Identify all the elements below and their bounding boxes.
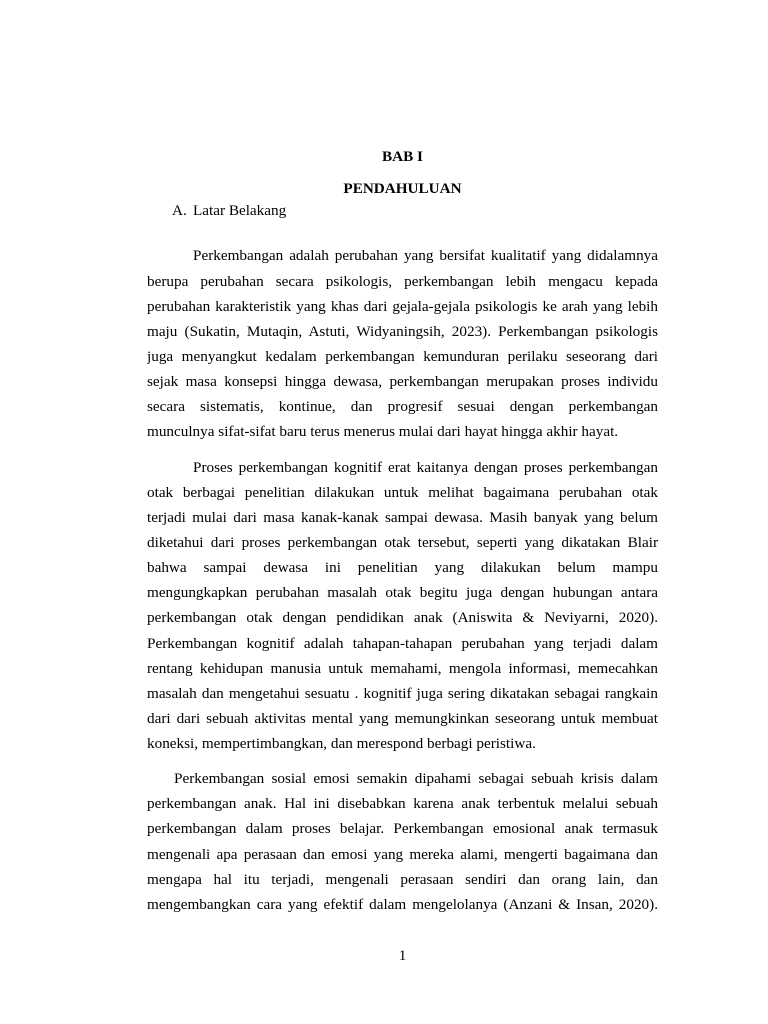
paragraph-3 (147, 766, 658, 917)
text-line: Perkembangan sosial emosi semakin dipahami sebagai sebuah krisis dalam (174, 770, 658, 788)
text-line: rentang kehidupan manusia untuk memahami, mengola informasi, memecahkan (147, 659, 658, 677)
text-line: juga menyangkut kedalam perkembangan kemunduran perilaku seseorang dari (147, 347, 658, 365)
text-line: perubahan karakteristik yang khas dari gejala-gejala psikologis ke arah yang lebih (147, 297, 658, 315)
text-line: Perkembangan kognitif adalah tahapan-tahapan perubahan yang terjadi dalam (147, 634, 658, 652)
page-number: 1 (398, 947, 407, 964)
text-line: perkembangan anak. Hal ini disebabkan karena anak terbentuk melalui sebuah (147, 795, 658, 813)
section-heading (0, 201, 768, 221)
paragraph-2 (147, 455, 658, 757)
body-text (147, 243, 658, 927)
text-line: diketahui dari proses perkembangan otak tersebut, seperti yang dikatakan Blair (147, 533, 658, 551)
text-line: secara sistematis, kontinue, dan progresif sesuai dengan perkembangan (147, 398, 658, 416)
text-line: Proses perkembangan kognitif erat kaitanya dengan proses perkembangan (193, 458, 658, 476)
text-line: mengapa hal itu terjadi, mengenali perasaan sendiri dan orang lain, dan (147, 870, 658, 888)
text-line: koneksi, mempertimbangkan, dan merespond berbagi peristiwa. (147, 735, 536, 753)
text-line: Perkembangan adalah perubahan yang bersifat kualitatif yang didalamnya (193, 247, 658, 265)
text-line: mengembangkan cara yang efektif dalam mengelolanya (Anzani & Insan, 2020). (147, 895, 658, 913)
text-line: perkembangan otak dengan pendidikan anak (Aniswita & Neviyarni, 2020). (147, 609, 658, 627)
text-line: masalah dan mengetahui sesuatu . kognitif juga sering dikatakan sebagai rangkain (147, 684, 658, 702)
text-line: maju (Sukatin, Mutaqin, Astuti, Widyaningsih, 2023). Perkembangan psikologis (147, 322, 658, 340)
text-line: otak berbagai penelitian dilakukan untuk melihat bagaimana perubahan otak (147, 483, 658, 501)
text-line: munculnya sifat-sifat baru terus menerus mulai dari hayat hingga akhir hayat. (147, 423, 619, 441)
text-line: terjadi mulai dari masa kanak-kanak sampai dewasa. Masih banyak yang belum (147, 508, 658, 526)
text-line: dari dari sebuah aktivitas mental yang memungkinkan seseorang untuk membuat (147, 709, 658, 727)
paragraph-1 (147, 243, 658, 444)
text-line: mengenali apa perasaan dan emosi yang mereka alami, mengerti bagaimana dan (147, 845, 658, 863)
text-line: bahwa sampai dewasa ini penelitian yang dilakukan belum mampu (147, 559, 658, 577)
text-line: perkembangan dalam proses belajar. Perkembangan emosional anak termasuk (147, 820, 658, 838)
section-marker: A. (172, 202, 187, 219)
chapter-number: BAB I (382, 148, 423, 165)
chapter-title: PENDAHULUAN (343, 180, 462, 197)
section-title: Latar Belakang (193, 202, 287, 219)
text-line: berupa perubahan secara psikologis, perkembangan lebih mengacu kepada (147, 272, 658, 290)
text-line: sejak masa konsepsi hingga dewasa, perkembangan merupakan proses individu (147, 373, 658, 391)
text-line: mengungkapkan perubahan masalah otak begitu juga dengan hubungan antara (147, 584, 658, 602)
